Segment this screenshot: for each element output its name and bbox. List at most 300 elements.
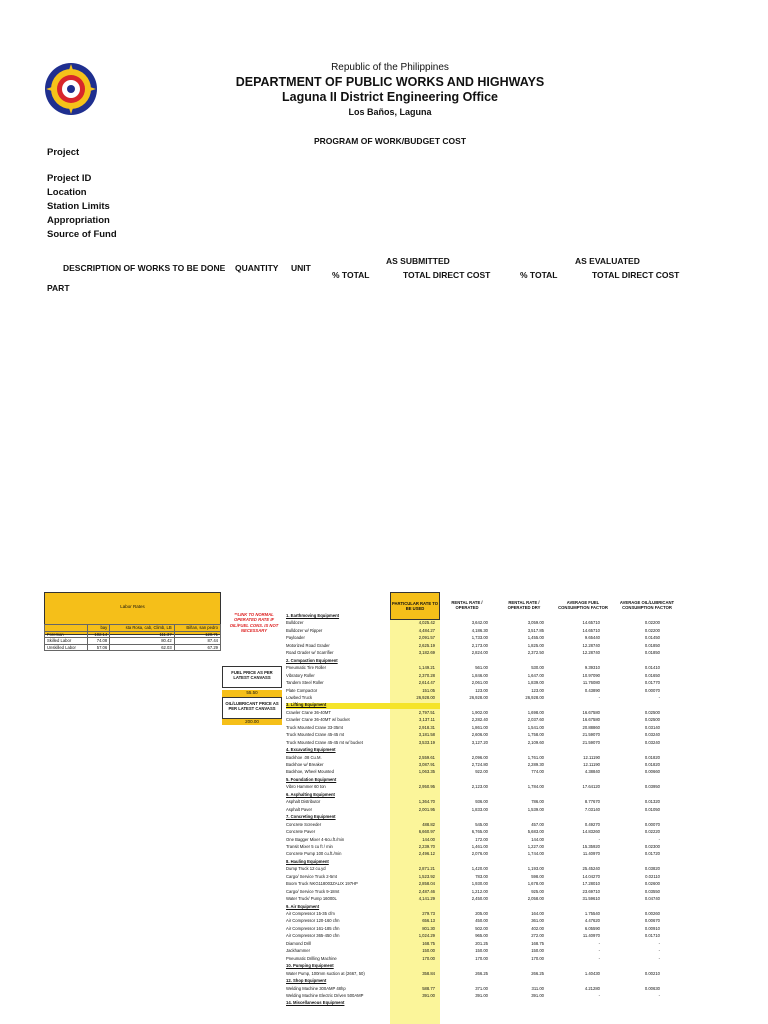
equipment-value-cell: 925.00 bbox=[531, 888, 544, 894]
equipment-name: Bulldozer bbox=[286, 620, 304, 626]
table-row bbox=[286, 658, 686, 664]
equipment-section-label: 4. Excavating Equipment bbox=[286, 747, 336, 753]
equipment-value-cell: 2,123.00 bbox=[471, 784, 488, 790]
equipment-value-cell: 1,846.00 bbox=[471, 672, 488, 678]
equipment-value-cell: 0.03240 bbox=[644, 739, 660, 745]
equipment-value-cell: 1,930.00 bbox=[471, 881, 488, 887]
equipment-value-cell: 0.03820 bbox=[644, 866, 660, 872]
equipment-value-cell: 14.83260 bbox=[582, 829, 600, 835]
equipment-value-cell: 358.84 bbox=[422, 970, 435, 976]
equipment-value-cell: 12.11190 bbox=[583, 754, 600, 760]
equipment-value-cell: 1,364.70 bbox=[418, 799, 435, 805]
equipment-value-cell: 2,372.50 bbox=[527, 650, 544, 656]
equipment-value-cell: 1,761.00 bbox=[527, 754, 544, 760]
equipment-value-cell: - bbox=[598, 940, 600, 946]
equipment-value-cell: 450.00 bbox=[475, 918, 488, 924]
equipment-value-cell: 656.13 bbox=[422, 918, 435, 924]
quantity-header: QUANTITY bbox=[235, 263, 279, 273]
table-row bbox=[286, 986, 686, 992]
equipment-value-cell: 266.25 bbox=[531, 970, 544, 976]
equipment-name: Cargo/ Service Truck 2-5mt bbox=[286, 873, 337, 879]
equipment-value-cell: 3,137.11 bbox=[419, 717, 435, 723]
equipment-name: Water Truck/ Pump 16000L bbox=[286, 896, 337, 902]
equipment-value-cell: 12.28740 bbox=[582, 642, 600, 648]
equipment-value-cell: 168.75 bbox=[422, 940, 435, 946]
equipment-value-cell: - bbox=[658, 836, 660, 842]
equipment-value-cell: 2,858.04 bbox=[418, 881, 435, 887]
table-row bbox=[286, 851, 686, 857]
equipment-value-cell: 15.35920 bbox=[582, 843, 600, 849]
equipment-value-cell: - bbox=[658, 992, 660, 998]
equipment-value-cell: 4.21280 bbox=[584, 985, 600, 991]
table-row bbox=[286, 896, 686, 902]
labor-rates-table bbox=[44, 624, 221, 651]
equipment-value-cell: 9.39310 bbox=[584, 665, 600, 671]
table-row bbox=[286, 702, 686, 708]
equipment-value-cell: 3,181.58 bbox=[418, 732, 435, 738]
equipment-value-cell: - bbox=[658, 694, 660, 700]
equipment-value-cell: 0.01820 bbox=[644, 762, 660, 767]
equipment-value-cell: 0.02600 bbox=[644, 881, 660, 887]
department-title: DEPARTMENT OF PUBLIC WORKS AND HIGHWAYS bbox=[235, 75, 545, 89]
equipment-value-cell: 17.28010 bbox=[582, 881, 600, 887]
equipment-value-cell: 20.88860 bbox=[582, 724, 600, 730]
total-direct-submitted-header: TOTAL DIRECT COST bbox=[403, 270, 491, 280]
equipment-value-cell: 0.03140 bbox=[644, 724, 660, 730]
equipment-value-cell: 488.82 bbox=[422, 821, 435, 827]
particular-rate-header: PARTICULAR RATE TO BE USED bbox=[390, 592, 440, 620]
table-row: Unskilled Labor 57.06 62.03 67.29 bbox=[45, 644, 221, 651]
equipment-value-cell: 502.00 bbox=[475, 925, 488, 931]
equipment-value-cell: 0.03550 bbox=[644, 888, 660, 894]
table-row: bay sta Rosa, cab, Climb, LB Biñan, san pedro bbox=[45, 625, 221, 632]
equipment-value-cell: 3,182.69 bbox=[418, 650, 435, 656]
table-row bbox=[286, 650, 686, 656]
info-location-label: Location bbox=[47, 187, 87, 198]
equipment-value-cell: 0.01320 bbox=[644, 799, 660, 805]
equipment-value-cell: 10.97090 bbox=[582, 672, 600, 678]
fuel-price-value[interactable]: 55.50 bbox=[222, 690, 282, 697]
equipment-value-cell: 31.59610 bbox=[582, 896, 600, 902]
equipment-value-cell: 1,678.00 bbox=[527, 881, 544, 887]
table-row bbox=[286, 948, 686, 954]
equipment-value-cell: 168.75 bbox=[531, 940, 544, 946]
republic-text: Republic of the Philippines bbox=[331, 62, 449, 73]
table-row bbox=[286, 688, 686, 694]
equipment-value-cell: 0.00070 bbox=[644, 821, 660, 827]
equipment-name: Concrete Pump 100 cu.ft./min bbox=[286, 851, 342, 857]
description-header: DESCRIPTION OF WORKS TO BE DONE bbox=[63, 263, 226, 273]
equipment-value-cell: 0.01820 bbox=[644, 754, 660, 760]
equipment-section-label: 2. Compaction Equipment bbox=[286, 657, 338, 663]
equipment-value-cell: 14.65710 bbox=[582, 627, 600, 633]
fuel-factor-header: AVERAGE FUEL CONSUMPTION FACTOR bbox=[558, 600, 608, 611]
equipment-value-cell: 16.67580 bbox=[582, 709, 600, 715]
table-row bbox=[286, 710, 686, 716]
equipment-value-cell: 2,871.21 bbox=[418, 866, 435, 872]
equipment-value-cell: - bbox=[598, 694, 600, 700]
equipment-value-cell: 1,523.92 bbox=[418, 873, 435, 879]
table-row bbox=[286, 956, 686, 962]
equipment-value-cell: 1,193.00 bbox=[527, 866, 544, 872]
equipment-value-cell: 0.02200 bbox=[644, 620, 660, 626]
equipment-value-cell: 2,109.60 bbox=[527, 739, 544, 745]
equipment-value-cell: 1,063.35 bbox=[418, 769, 435, 775]
table-row bbox=[286, 971, 686, 977]
equipment-name: Asphalt Distributor bbox=[286, 799, 321, 805]
equipment-value-cell: 2,076.00 bbox=[471, 851, 488, 857]
oil-price-value[interactable]: 200.00 bbox=[222, 719, 282, 725]
equipment-name: Vibratory Roller bbox=[286, 672, 315, 678]
table-row bbox=[286, 643, 686, 649]
equipment-name: Boom Truck NKG118003ZALIX 197HP bbox=[286, 881, 358, 887]
equipment-value-cell: 1,733.00 bbox=[471, 635, 488, 641]
equipment-value-cell: 4.38840 bbox=[584, 769, 600, 775]
equipment-value-cell: 11.40970 bbox=[582, 851, 600, 857]
table-row: Skilled Labor 74.08 80.42 87.44 bbox=[45, 638, 221, 645]
equipment-name: Water Pump, 100mm suction at (2667, 50) bbox=[286, 970, 365, 976]
table-row bbox=[286, 844, 686, 850]
table-row bbox=[286, 695, 686, 701]
equipment-value-cell: 561.00 bbox=[475, 665, 488, 671]
equipment-name: Diamond Drill bbox=[286, 940, 312, 946]
equipment-value-cell: 5,683.00 bbox=[527, 829, 544, 835]
equipment-value-cell: 2,173.00 bbox=[471, 642, 488, 648]
table-row bbox=[286, 799, 686, 805]
equipment-value-cell: 11.40970 bbox=[582, 933, 600, 939]
equipment-value-cell: 279.73 bbox=[422, 911, 435, 916]
equipment-value-cell: 2,625.19 bbox=[418, 642, 435, 648]
equipment-value-cell: 14.04270 bbox=[582, 873, 600, 879]
equipment-value-cell: 391.00 bbox=[475, 992, 488, 998]
equipment-value-cell: 1,539.00 bbox=[527, 806, 544, 812]
equipment-name: Pneumatic Tire Roller bbox=[286, 665, 327, 671]
equipment-value-cell: 0.00670 bbox=[644, 918, 660, 924]
equipment-value-cell: 2,614.47 bbox=[418, 680, 435, 686]
equipment-section-label: 1. Earthmoving Equipment bbox=[286, 613, 340, 618]
equipment-value-cell: 1,461.00 bbox=[471, 843, 488, 849]
equipment-value-cell: 1,839.00 bbox=[527, 680, 544, 686]
total-direct-evaluated-header: TOTAL DIRECT COST bbox=[592, 270, 680, 280]
table-row bbox=[286, 635, 686, 641]
equipment-value-cell: 3,087.91 bbox=[418, 762, 435, 767]
equipment-value-cell: 2,096.00 bbox=[471, 754, 488, 760]
equipment-name: Backhoe .08 Cu.M. bbox=[286, 754, 322, 760]
equipment-value-cell: 1.75540 bbox=[584, 911, 600, 916]
equipment-name: Concrete Screeder bbox=[286, 821, 322, 827]
table-row bbox=[286, 740, 686, 746]
equipment-value-cell: 3,127.20 bbox=[471, 739, 488, 745]
equipment-value-cell: 2,918.31 bbox=[418, 724, 435, 730]
equipment-name: Cargo/ Service Truck 9-18mt bbox=[286, 888, 340, 894]
equipment-value-cell: 0.03240 bbox=[644, 732, 660, 738]
equipment-value-cell: 1,861.00 bbox=[471, 724, 488, 730]
equipment-value-cell: 0.01450 bbox=[644, 635, 660, 641]
equipment-value-cell: 2,289.30 bbox=[527, 762, 544, 767]
table-row bbox=[286, 963, 686, 969]
equipment-value-cell: 123.00 bbox=[475, 687, 488, 693]
equipment-value-cell: 1,420.00 bbox=[471, 866, 488, 872]
equipment-value-cell: 150.00 bbox=[422, 948, 435, 954]
equipment-value-cell: 8.77670 bbox=[584, 799, 600, 805]
equipment-value-cell: 272.00 bbox=[531, 933, 544, 939]
equipment-value-cell: 201.25 bbox=[475, 940, 488, 946]
equipment-value-cell: 922.00 bbox=[475, 769, 488, 775]
info-project-label: Project bbox=[47, 147, 80, 158]
equipment-value-cell: 2,824.00 bbox=[471, 650, 488, 656]
equipment-value-cell: 170.00 bbox=[531, 955, 544, 961]
equipment-value-cell: 1,758.00 bbox=[527, 732, 544, 738]
equipment-value-cell: 2,496.12 bbox=[418, 851, 435, 857]
rental-dry-header: RENTAL RATE / OPERATED DRY bbox=[507, 600, 541, 611]
table-row: Foreman 102.14 111.37 120.71 bbox=[45, 631, 221, 638]
equipment-value-cell: 2,058.00 bbox=[527, 896, 544, 902]
table-row bbox=[286, 866, 686, 872]
equipment-value-cell: 1,212.00 bbox=[471, 888, 488, 894]
info-station-limits-label: Station Limits bbox=[47, 201, 110, 212]
equipment-section-label: 12. Shop Equipment bbox=[286, 978, 327, 984]
equipment-value-cell: 0.00660 bbox=[644, 769, 660, 775]
equipment-value-cell: 3,059.00 bbox=[527, 620, 544, 626]
equipment-value-cell: 21.59070 bbox=[582, 732, 600, 738]
table-row bbox=[286, 941, 686, 947]
program-title: PROGRAM OF WORK/BUDGET COST bbox=[313, 136, 467, 146]
equipment-name: Crawler Crane 36-40MT w/ bucket bbox=[286, 717, 350, 723]
equipment-value-cell: 371.00 bbox=[475, 985, 488, 991]
equipment-value-cell: 0.02200 bbox=[644, 627, 660, 633]
equipment-value-cell: 0.01650 bbox=[644, 672, 660, 678]
equipment-value-cell: 361.00 bbox=[531, 918, 544, 924]
equipment-value-cell: 783.00 bbox=[475, 873, 488, 879]
equipment-value-cell: 151.05 bbox=[422, 687, 435, 693]
table-row bbox=[286, 807, 686, 813]
table-row bbox=[286, 859, 686, 865]
equipment-section-label: 14. Miscellaneous Equipment bbox=[286, 1000, 345, 1006]
table-row bbox=[286, 777, 686, 783]
equipment-value-cell: 0.01710 bbox=[644, 933, 660, 939]
equipment-name: Crawler Crane 36-40MT bbox=[286, 709, 331, 715]
equipment-value-cell: 23.69710 bbox=[582, 888, 600, 894]
labor-rates-title: Labor Rates bbox=[120, 604, 145, 609]
pct-total-evaluated-header: % TOTAL bbox=[520, 270, 558, 280]
table-row bbox=[286, 837, 686, 843]
equipment-section-label: 5. Foundation Equipment bbox=[286, 776, 337, 782]
equipment-name: Bulldozer w/ Ripper bbox=[286, 627, 323, 633]
equipment-value-cell: 0.01050 bbox=[644, 806, 660, 812]
table-row bbox=[286, 993, 686, 999]
equipment-value-cell: 2,797.51 bbox=[418, 709, 435, 715]
equipment-value-cell: 1,825.00 bbox=[527, 642, 544, 648]
equipment-value-cell: 17.64120 bbox=[582, 784, 600, 790]
equipment-value-cell: 2,950.95 bbox=[418, 784, 435, 790]
equipment-value-cell: 936.00 bbox=[475, 799, 488, 805]
table-row bbox=[286, 814, 686, 820]
equipment-value-cell: 2,037.60 bbox=[527, 717, 544, 723]
equipment-value-cell: 26,928.00 bbox=[525, 694, 544, 700]
equipment-value-cell: 1,024.29 bbox=[418, 933, 435, 939]
table-row bbox=[286, 725, 686, 731]
equipment-value-cell: 2,282.40 bbox=[471, 717, 488, 723]
equipment-value-cell: 9.65440 bbox=[584, 635, 600, 641]
equipment-name: Dump Truck 12 cu.yd bbox=[286, 866, 326, 872]
equipment-value-cell: 4,025.42 bbox=[418, 620, 435, 626]
table-row bbox=[286, 755, 686, 761]
equipment-section-label: 6. Asphalting Equipment bbox=[286, 791, 335, 797]
equipment-name: Backhoe, Wheel Mounted bbox=[286, 769, 334, 775]
table-row bbox=[286, 904, 686, 910]
equipment-value-cell: 1,541.00 bbox=[527, 724, 544, 730]
equipment-value-cell: 123.00 bbox=[531, 687, 544, 693]
equipment-value-cell: 0.00910 bbox=[644, 925, 660, 931]
equipment-name: Welding Machine Electric Driven 500AMP bbox=[286, 992, 364, 998]
equipment-section-label: 10. Pumping Equipment bbox=[286, 963, 334, 969]
table-row bbox=[286, 784, 686, 790]
table-row bbox=[286, 829, 686, 835]
equipment-value-cell: 3,517.85 bbox=[527, 627, 544, 633]
table-row bbox=[286, 620, 686, 626]
equipment-value-cell: 2,061.00 bbox=[471, 680, 488, 686]
equipment-value-cell: 598.00 bbox=[531, 873, 544, 879]
equipment-name: Lowbed Truck bbox=[286, 694, 313, 700]
equipment-value-cell: 0.43890 bbox=[584, 687, 600, 693]
link-note: **LINK TO NORMAL OPERATED RATE IF OIL/FUEL CONS. IS NOT NECESSARY bbox=[229, 612, 279, 633]
equipment-value-cell: 11.76080 bbox=[582, 680, 600, 686]
equipment-value-cell: 0.01770 bbox=[644, 680, 660, 686]
equipment-value-cell: - bbox=[658, 955, 660, 961]
equipment-value-cell: 2,370.28 bbox=[418, 672, 435, 678]
equipment-value-cell: 1,227.00 bbox=[527, 843, 544, 849]
equipment-value-cell: 311.00 bbox=[531, 985, 544, 991]
equipment-value-cell: 801.30 bbox=[422, 925, 435, 931]
rental-operated-header: RENTAL RATE / OPERATED bbox=[451, 600, 483, 611]
equipment-name: Welding Machine 300AMP 48hp bbox=[286, 985, 346, 991]
equipment-name: Air Compressor 15-35 cfm bbox=[286, 911, 335, 916]
table-row bbox=[286, 665, 686, 671]
equipment-value-cell: 12.11190 bbox=[583, 762, 600, 767]
table-row bbox=[286, 1000, 686, 1006]
equipment-value-cell: 0.00630 bbox=[644, 985, 660, 991]
oil-price-label: OIL/LUBRICANT PRICE AS PER LATEST CANVASS bbox=[222, 697, 282, 719]
equipment-name: Payloader bbox=[286, 635, 305, 641]
table-row bbox=[286, 769, 686, 775]
equipment-name: Truck Mounted Crane 33-35mt bbox=[286, 724, 343, 730]
equipment-value-cell: 12.28740 bbox=[582, 650, 600, 656]
equipment-name: Transit Mixer 5 cu ft / min bbox=[286, 843, 333, 849]
equipment-value-cell: 6,660.97 bbox=[418, 829, 435, 835]
equipment-value-cell: 172.00 bbox=[475, 836, 488, 842]
equipment-section-label: 7. Concreting Equipment bbox=[286, 814, 336, 820]
equipment-value-cell: 391.00 bbox=[422, 992, 435, 998]
unit-header: UNIT bbox=[291, 263, 311, 273]
equipment-value-cell: 0.01410 bbox=[644, 665, 660, 671]
equipment-name: Backhoe w/ Breaker bbox=[286, 762, 324, 767]
equipment-section-label: 3. Lifting Equipment bbox=[286, 702, 327, 708]
equipment-value-cell: 0.02220 bbox=[644, 829, 660, 835]
equipment-value-cell: 774.00 bbox=[531, 769, 544, 775]
equipment-value-cell: 0.01850 bbox=[644, 650, 660, 656]
equipment-value-cell: 1,902.00 bbox=[471, 709, 488, 715]
equipment-value-cell: 144.00 bbox=[531, 836, 544, 842]
equipment-value-cell: 2,091.57 bbox=[418, 635, 435, 641]
equipment-value-cell: 2,487.46 bbox=[418, 888, 435, 894]
equipment-name: Concrete Paver bbox=[286, 829, 316, 835]
equipment-name: Jackhammer bbox=[286, 948, 310, 954]
table-row bbox=[286, 926, 686, 932]
equipment-name: Truck Mounted Crane 45-45 mt w/ bucket bbox=[286, 739, 363, 745]
info-source-of-fund-label: Source of Fund bbox=[47, 229, 117, 240]
equipment-value-cell: 4,186.30 bbox=[471, 627, 488, 633]
table-row bbox=[286, 911, 686, 917]
equipment-name: Road Grader w/ Scarrifier bbox=[286, 650, 334, 656]
equipment-value-cell: 26,928.00 bbox=[469, 694, 488, 700]
part-label: PART bbox=[47, 283, 70, 293]
equipment-value-cell: 786.00 bbox=[531, 799, 544, 805]
equipment-value-cell: 402.00 bbox=[531, 925, 544, 931]
equipment-value-cell: 1,744.00 bbox=[527, 851, 544, 857]
equipment-value-cell: 1,784.00 bbox=[527, 784, 544, 790]
equipment-value-cell: 2,724.80 bbox=[471, 762, 488, 767]
equipment-value-cell: 0.04740 bbox=[644, 896, 660, 902]
equipment-value-cell: 4.47620 bbox=[584, 918, 600, 924]
equipment-value-cell: 391.00 bbox=[531, 992, 544, 998]
equipment-value-cell: 21.59070 bbox=[582, 739, 600, 745]
equipment-value-cell: 0.49270 bbox=[584, 821, 600, 827]
equipment-value-cell: - bbox=[598, 836, 600, 842]
table-row bbox=[286, 889, 686, 895]
table-row bbox=[286, 792, 686, 798]
equipment-value-cell: 0.02500 bbox=[644, 717, 660, 723]
oil-factor-header: AVERAGE OIL/LUBRICANT CONSUMPTION FACTOR bbox=[619, 600, 675, 611]
table-row bbox=[286, 918, 686, 924]
table-row bbox=[286, 978, 686, 984]
equipment-value-cell: 1,149.21 bbox=[418, 665, 435, 671]
equipment-value-cell: - bbox=[598, 955, 600, 961]
equipment-value-cell: 170.00 bbox=[475, 955, 488, 961]
equipment-name: Plate Compactor bbox=[286, 687, 318, 693]
equipment-value-cell: 1,647.00 bbox=[527, 672, 544, 678]
office-title: Laguna II District Engineering Office bbox=[281, 90, 498, 104]
equipment-value-cell: 205.00 bbox=[475, 911, 488, 916]
equipment-value-cell: 0.01850 bbox=[644, 642, 660, 648]
as-evaluated-header: AS EVALUATED bbox=[575, 256, 640, 266]
dpwh-logo-icon bbox=[44, 62, 98, 116]
equipment-value-cell: 0.02110 bbox=[645, 873, 660, 879]
table-row bbox=[286, 680, 686, 686]
equipment-name: Air Compressor 365-450 cfm bbox=[286, 933, 340, 939]
equipment-value-cell: 150.00 bbox=[475, 948, 488, 954]
equipment-value-cell: 266.25 bbox=[475, 970, 488, 976]
table-row bbox=[286, 673, 686, 679]
equipment-value-cell: 545.00 bbox=[475, 821, 488, 827]
equipment-name: Tandem Steel Roller bbox=[286, 680, 324, 686]
equipment-value-cell: 144.00 bbox=[422, 836, 435, 842]
info-project-id-label: Project ID bbox=[47, 173, 92, 184]
table-row bbox=[286, 717, 686, 723]
equipment-value-cell: 0.02300 bbox=[644, 843, 660, 849]
equipment-value-cell: 4,484.27 bbox=[418, 627, 435, 633]
equipment-value-cell: 3,642.00 bbox=[471, 620, 488, 626]
equipment-value-cell: 2,239.70 bbox=[418, 843, 435, 849]
equipment-value-cell: 2,606.00 bbox=[471, 732, 488, 738]
equipment-name: Motorized Road Grader bbox=[286, 642, 330, 648]
equipment-value-cell: - bbox=[658, 940, 660, 946]
equipment-section-label: 9. Air Equipment bbox=[286, 903, 320, 909]
table-row bbox=[286, 933, 686, 939]
office-location: Los Baños, Laguna bbox=[348, 107, 432, 117]
equipment-value-cell: 0.03950 bbox=[644, 784, 660, 790]
table-row bbox=[286, 874, 686, 880]
equipment-value-cell: 0.00260 bbox=[644, 911, 660, 916]
